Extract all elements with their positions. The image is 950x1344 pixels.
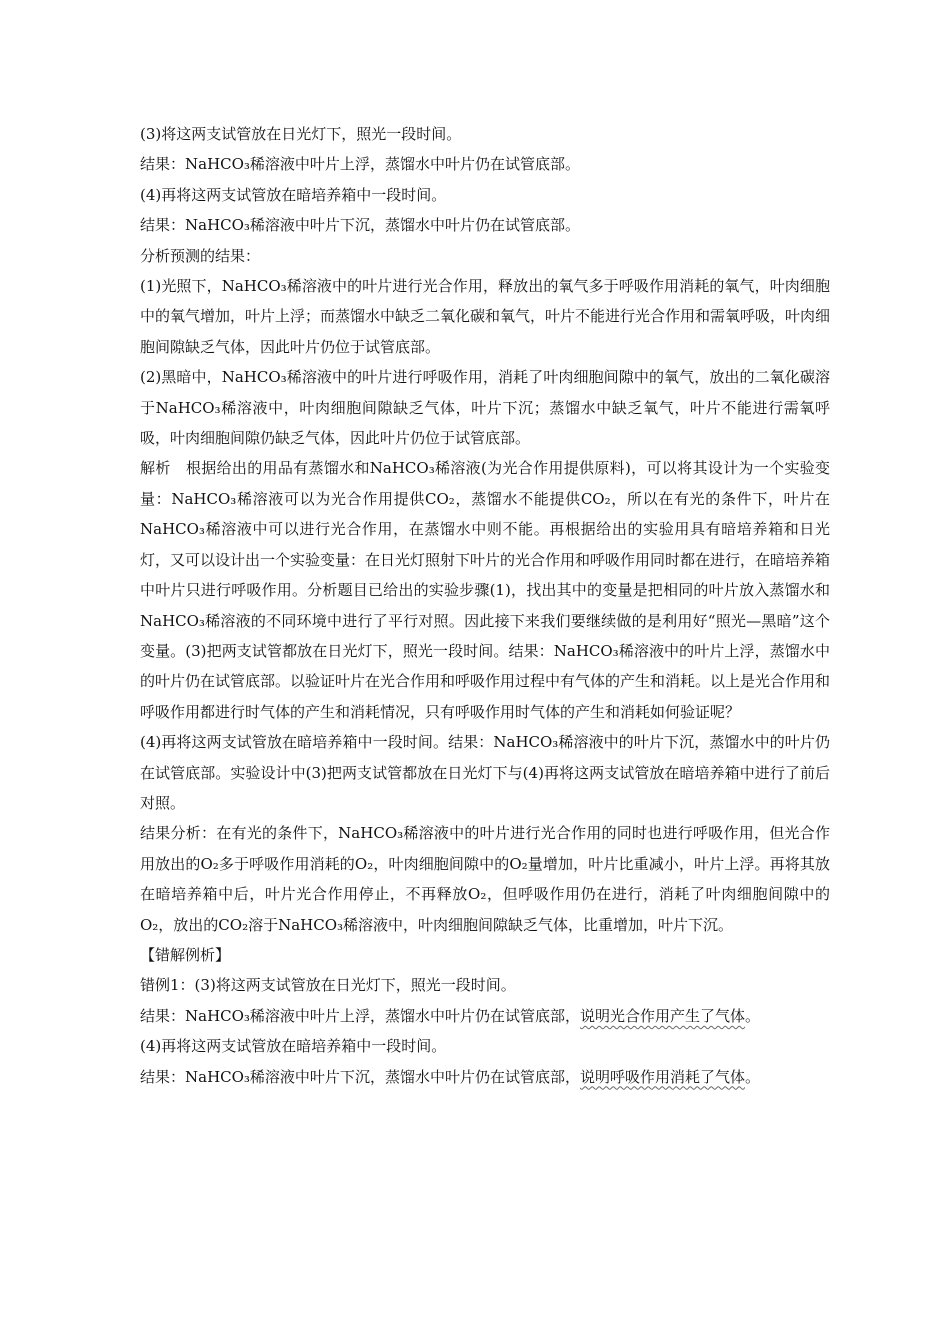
error-result-dark-prefix: 结果：NaHCO₃稀溶液中叶片下沉，蒸馏水中叶片仍在试管底部， [140, 1067, 580, 1086]
analysis-2: (2)黑暗中，NaHCO₃稀溶液中的叶片进行呼吸作用，消耗了叶肉细胞间隙中的氧气，放出的二氧化碳溶于NaHCO₃稀溶液中，叶肉细胞间隙缺乏气体，叶片下沉；蒸馏水中缺乏氧气，叶片不能进行需氧呼吸，叶肉细胞间隙仍缺乏气体，因此叶片仍位于试管底部。 [140, 368, 830, 448]
result-analysis: 结果分析：在有光的条件下，NaHCO₃稀溶液中的叶片进行光合作用的同时也进行呼吸作用，但光合作用放出的O₂多于呼吸作用消耗的O₂，叶肉细胞间隙中的O₂量增加，叶片比重减小，叶片上浮。再将其放在暗培养箱中后，叶片光合作用停止，不再释放O₂，但呼吸作用仍在进行，消耗了叶肉细胞间隙中的O₂，放出的CO₂溶于NaHCO₃稀溶液中，叶肉细胞间隙缺乏气体，比重增加，叶片下沉。 [140, 824, 830, 934]
analysis-1: (1)光照下，NaHCO₃稀溶液中的叶片进行光合作用，释放出的氧气多于呼吸作用消耗的氧气，叶肉细胞中的氧气增加，叶片上浮；而蒸馏水中缺乏二氧化碳和氧气，叶片不能进行光合作用和需氧呼吸，叶肉细胞间隙缺乏气体，因此叶片仍位于试管底部。 [140, 277, 831, 356]
error-result-light-highlight: 说明光合作用产生了气体 [579, 1006, 745, 1025]
explanation: 解析 根据给出的用品有蒸馏水和NaHCO₃稀溶液(为光合作用提供原料)，可以将其设计为一个实验变量：NaHCO₃稀溶液可以为光合作用提供CO₂，蒸馏水不能提供CO₂，所以在有光的条件下，叶片在NaHCO₃稀溶液中可以进行光合作用，在蒸馏水中则不能。再根据给出的实验用具有暗培养箱和日光灯，又可以设计出一个实验变量：在日光灯照射下叶片的光合作用和呼吸作用同时都在进行，在暗培养箱中叶片只进行呼吸作用。分析题目已给出的实验步骤(1)，找出其中的变量是把相同的叶片放入蒸馏水和NaHCO₃稀溶液的不同环境中进行了平行对照。因此接下来我们要继续做的是利用好“照光—黑暗”这个变量。(3)把两支试管都放在日光灯下，照光一段时间。结果：NaHCO₃稀溶液中的叶片上浮，蒸馏水中的叶片仍在试管底部。以验证叶片在光合作用和呼吸作用过程中有气体的产生和消耗。以上是光合作用和呼吸作用都进行时气体的产生和消耗情况，只有呼吸作用时气体的产生和消耗如何验证呢？ [140, 459, 831, 721]
error-step-4: (4)再将这两支试管放在暗培养箱中一段时间。 [140, 1037, 447, 1056]
error-example-1: 错例1：(3)将这两支试管放在日光灯下，照光一段时间。 [140, 976, 516, 995]
error-result-dark [140, 1062, 830, 1092]
step-4: (4)再将这两支试管放在暗培养箱中一段时间。 [140, 185, 447, 204]
analysis-heading: 分析预测的结果： [140, 246, 261, 265]
explanation-cont: (4)再将这两支试管放在暗培养箱中一段时间。结果：NaHCO₃稀溶液中的叶片下沉，蒸馏水中的叶片仍在试管底部。实验设计中(3)把两支试管都放在日光灯下与(4)再将这两支试管放在暗培养箱中进行了前后对照。 [140, 733, 830, 812]
error-section-heading: 【错解例析】 [140, 945, 231, 964]
error-result-light-suffix: 。 [744, 1006, 760, 1025]
result-4: 结果：NaHCO₃稀溶液中叶片下沉，蒸馏水中叶片仍在试管底部。 [140, 216, 580, 235]
step-3: (3)将这两支试管放在日光灯下，照光一段时间。 [140, 125, 462, 143]
error-result-dark-suffix: 。 [744, 1067, 760, 1086]
document-body [140, 119, 830, 1092]
error-result-light-prefix: 结果：NaHCO₃稀溶液中叶片上浮，蒸馏水中叶片仍在试管底部， [140, 1006, 580, 1025]
error-result-light [140, 1001, 830, 1031]
error-result-dark-highlight: 说明呼吸作用消耗了气体 [579, 1067, 745, 1086]
result-3: 结果：NaHCO₃稀溶液中叶片上浮，蒸馏水中叶片仍在试管底部。 [140, 155, 580, 174]
